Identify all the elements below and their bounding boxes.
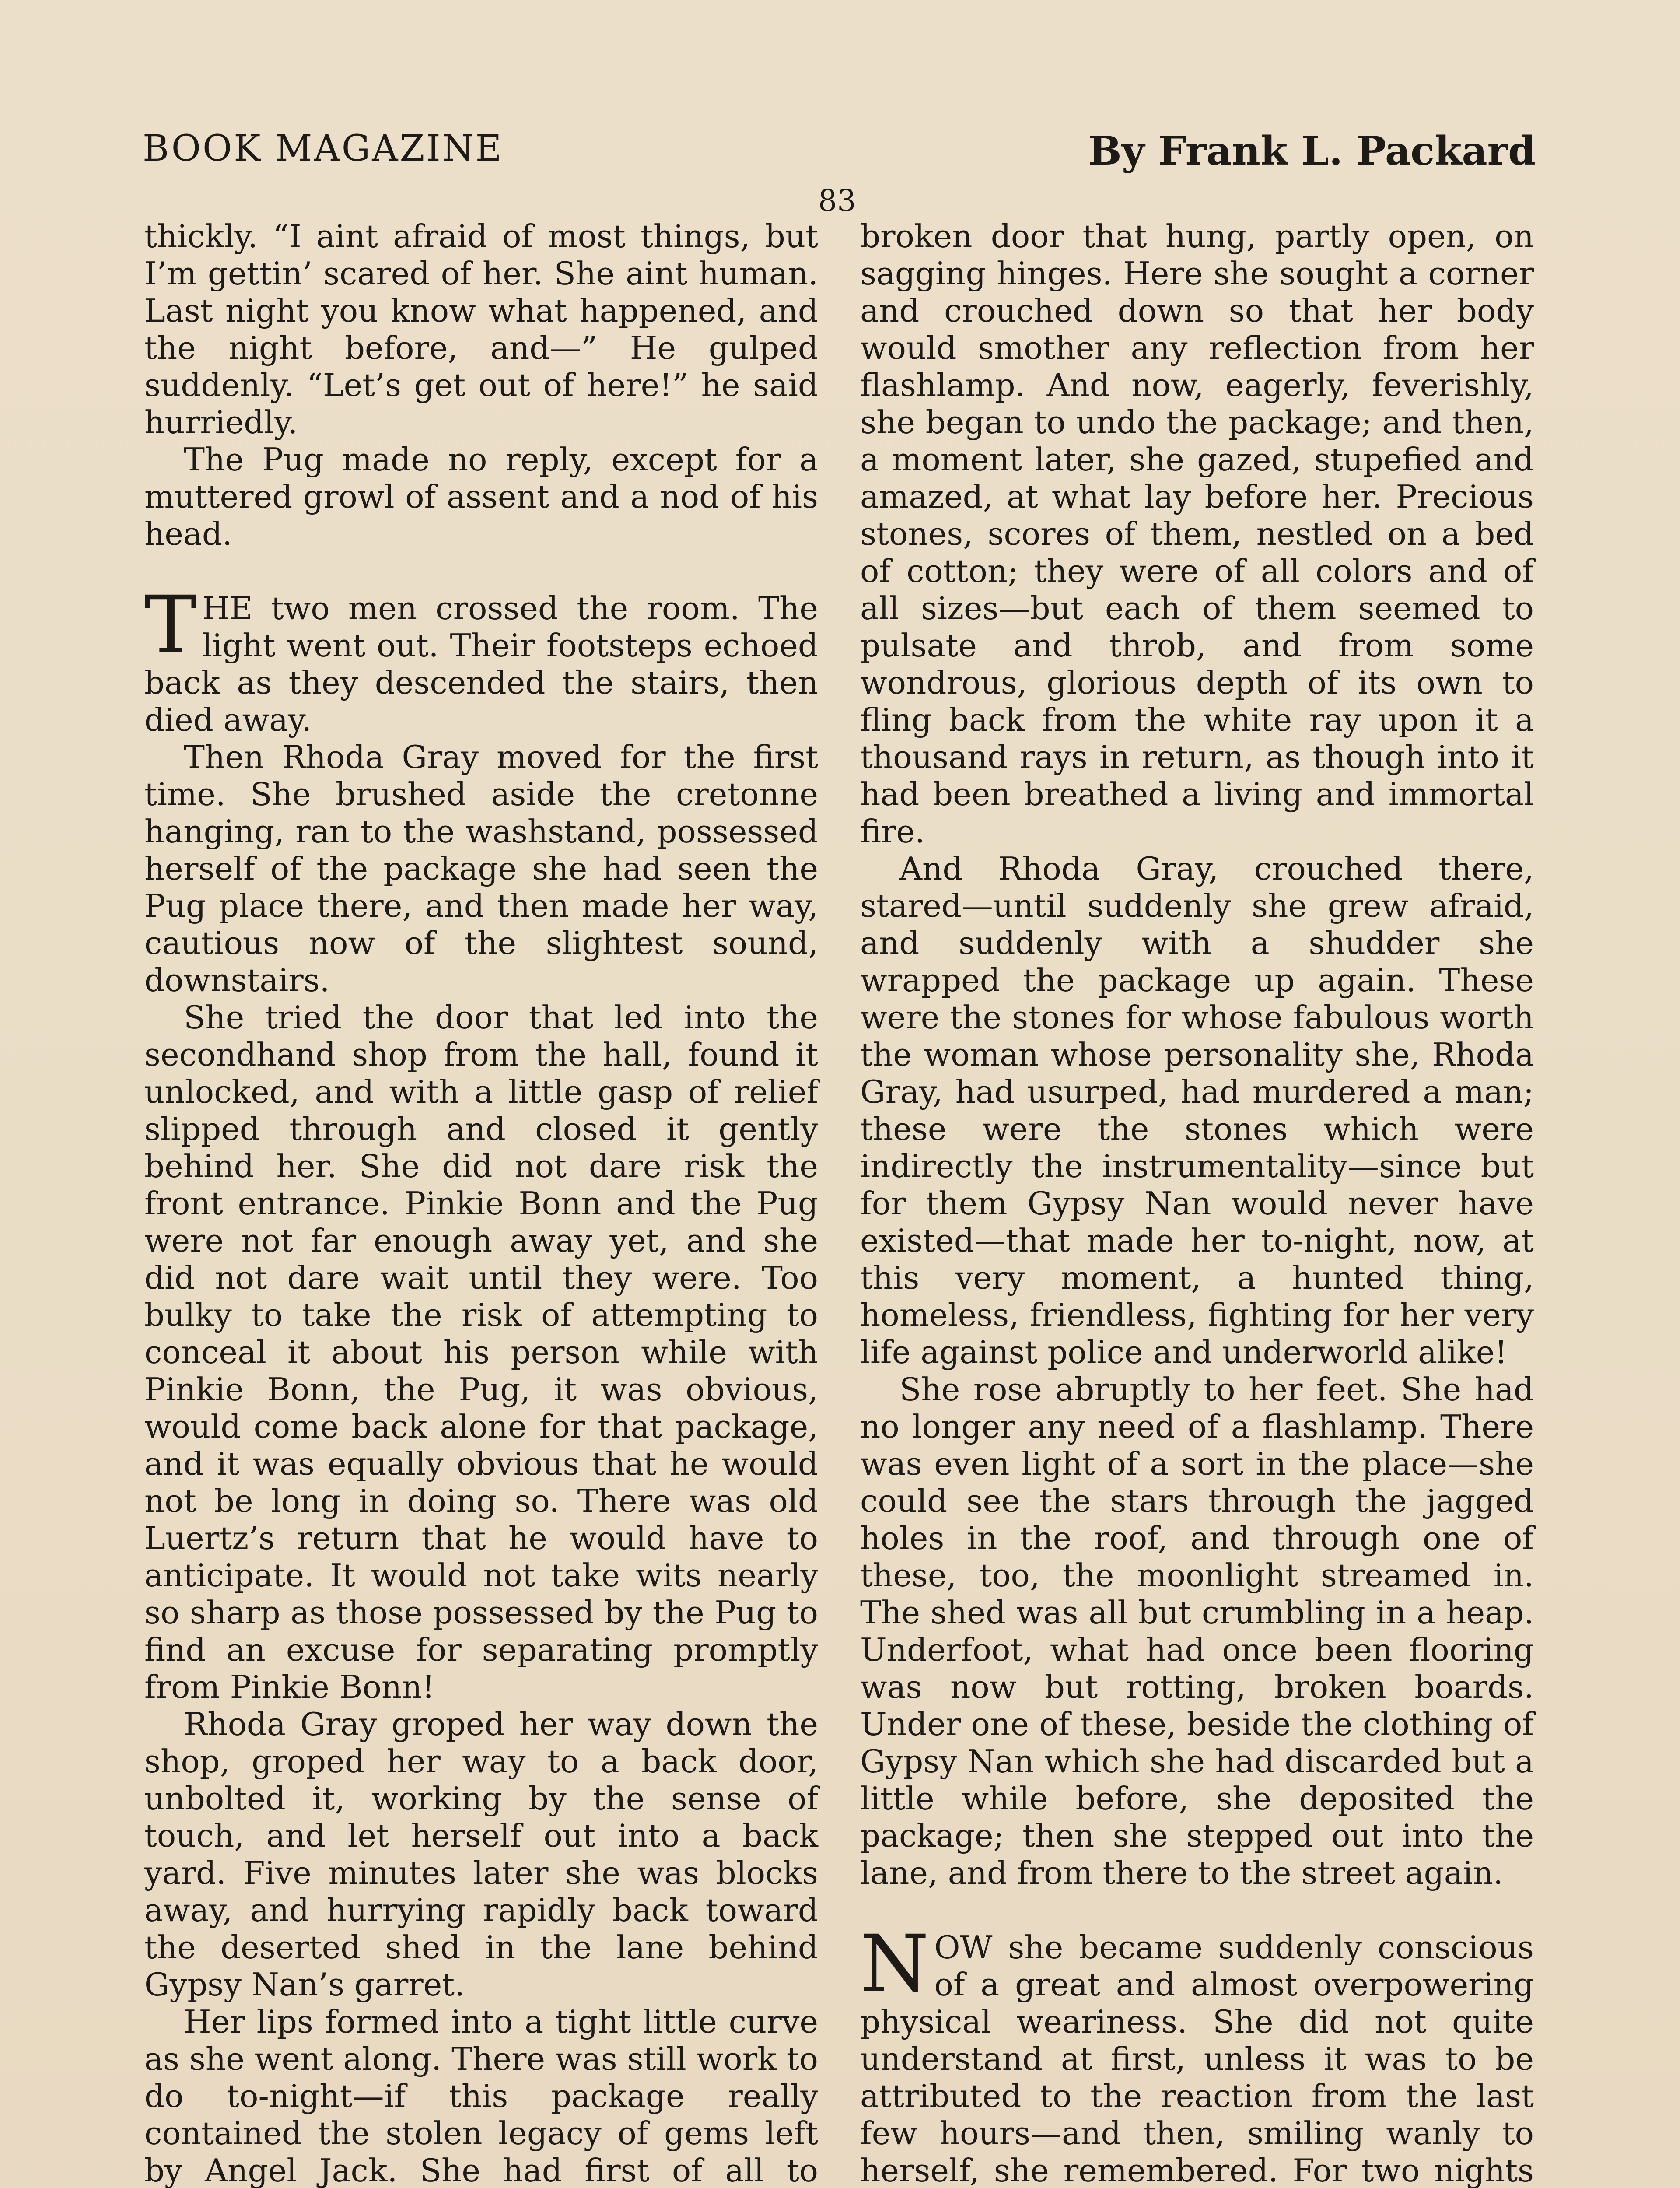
page-number: 83: [818, 184, 856, 218]
paragraph: Her lips formed into a tight little curve as she went along. There was still work to do to-night—if this package really contained the stolen legacy of gems left by Angel Jack. She had first of all to: [144, 2003, 818, 2188]
right-text-column: [860, 218, 1534, 2188]
paragraph: Then Rhoda Gray moved for the first time. She brushed aside the cretonne hanging, ran to the washstand, possessed herself of the package she had seen the Pug place there, and then made her way, cautious now of the slightest sound, downstairs.: [144, 739, 818, 999]
running-head-magazine: BOOK MAGAZINE: [143, 128, 504, 169]
drop-cap-letter: T: [144, 579, 197, 671]
paragraph: And Rhoda Gray, crouched there, stared—until suddenly she grew afraid, and suddenly with a shudder she wrapped the package up again. These were the stones for whose fabulous worth the woman whose personality she, Rhoda Gray, had usurped, had murdered a man; these were the stones which were indirectly the instrumentality—since but for them Gypsy Nan would never have existed—that made her to-night, now, at this very moment, a hunted thing, homeless, friendless, fighting for her very life against police and underworld alike!: [860, 850, 1534, 1371]
drop-cap-letter: N: [860, 1918, 929, 2010]
paragraph-text: OW she became suddenly conscious of a great and almost overpowering physical weariness. She did not quite understand at first, unless it was to be attributed to the reaction from the last few hours—and then, smiling wanly to herself, she remembered. For two nights: [860, 1929, 1534, 2188]
paragraph-text: HE two men crossed the room. The light went out. Their footsteps echoed back as they descended the stairs, then died away.: [144, 590, 818, 738]
paragraph: Rhoda Gray groped her way down the shop, groped her way to a back door, unbolted it, working by the sense of touch, and let herself out into a back yard. Five minutes later she was blocks away, and hurrying rapidly back toward the deserted shed in the lane behind Gypsy Nan’s garret.: [144, 1706, 818, 2003]
paragraph-with-dropcap: [144, 579, 818, 739]
paragraph: thickly. “I aint afraid of most things, but I’m gettin’ scared of her. She aint human. Last night you know what happened, and the night before, and—” He gulped suddenly. “Let’s get out of here!” he said hurriedly.: [144, 218, 818, 441]
paragraph: She rose abruptly to her feet. She had no longer any need of a flashlamp. There was even light of a sort in the place—she could see the stars through the jagged holes in the roof, and through one of these, too, the moonlight streamed in. The shed was all but crumbling in a heap. Underfoot, what had once been flooring was now but rotting, broken boards. Under one of these, beside the clothing of Gypsy Nan which she had discarded but a little while before, she deposited the package; then she stepped out into the lane, and from there to the street again.: [860, 1371, 1534, 1891]
paragraph: The Pug made no reply, except for a muttered growl of assent and a nod of his head.: [144, 441, 818, 552]
left-text-column: [144, 218, 818, 2188]
running-head-author: By Frank L. Packard: [1088, 128, 1536, 174]
paragraph-with-dropcap: [860, 1918, 1534, 2188]
paragraph: She tried the door that led into the secondhand shop from the hall, found it unlocked, and with a little gasp of relief slipped through and closed it gently behind her. She did not dare risk the front entrance. Pinkie Bonn and the Pug were not far enough away yet, and she did not dare wait until they were. Too bulky to take the risk of attempting to conceal it about his person while with Pinkie Bonn, the Pug, it was obvious, would come back alone for that package, and it was equally obvious that he would not be long in doing so. There was old Luertz’s return that he would have to anticipate. It would not take wits nearly so sharp as those possessed by the Pug to find an excuse for separating promptly from Pinkie Bonn!: [144, 999, 818, 1705]
paragraph: broken door that hung, partly open, on sagging hinges. Here she sought a corner and crouched down so that her body would smother any reflection from her flashlamp. And now, eagerly, feverishly, she began to undo the package; and then, a moment later, she gazed, stupefied and amazed, at what lay before her. Precious stones, scores of them, nestled on a bed of cotton; they were of all colors and of all sizes—but each of them seemed to pulsate and throb, and from some wondrous, glorious depth of its own to fling back from the white ray upon it a thousand rays in return, as though into it had been breathed a living and immortal fire.: [860, 218, 1534, 850]
